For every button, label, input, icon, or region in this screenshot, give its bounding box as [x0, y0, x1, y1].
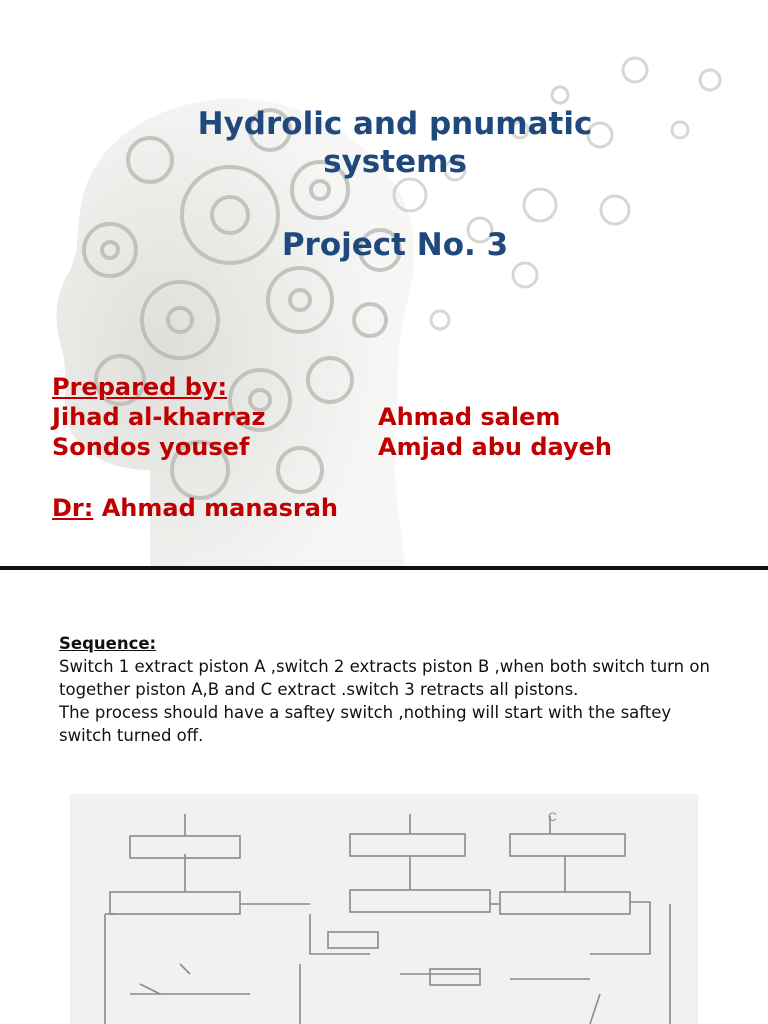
- slide-title: Hydrolic and pnumatic systems: [197, 106, 593, 180]
- supervisor-name: Ahmad manasrah: [93, 494, 338, 522]
- author-name: Jihad al-kharraz: [52, 403, 266, 431]
- sequence-heading: Sequence:: [59, 634, 157, 653]
- author-name: Amjad abu dayeh: [378, 433, 612, 461]
- hand-drawn-circuit-sketch: [70, 794, 698, 1024]
- dr-label: Dr:: [52, 494, 94, 522]
- prepared-by-label: Prepared by:: [52, 373, 228, 401]
- supervisor-line: [52, 493, 338, 523]
- sequence-paragraph: Switch 1 extract piston A ,switch 2 extracts piston B ,when both switch turn on together piston A,B and C extract .switch 3 retracts all pistons.: [59, 657, 710, 699]
- pneumatic-circuit-drawing: [70, 794, 698, 1024]
- sketch-label: C: [548, 810, 557, 824]
- author-name: Sondos yousef: [52, 433, 250, 461]
- project-number: Project No. 3: [281, 227, 509, 263]
- page-divider: [0, 566, 768, 570]
- author-name: Ahmad salem: [378, 403, 561, 431]
- safety-paragraph: The process should have a saftey switch ,nothing will start with the saftey switch turned off.: [59, 703, 672, 745]
- sequence-section: [59, 632, 719, 747]
